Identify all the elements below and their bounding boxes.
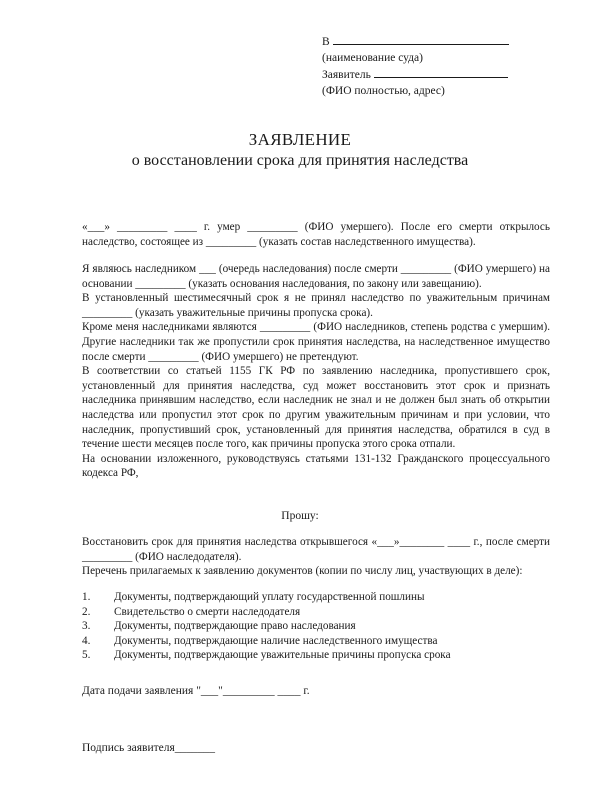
paragraph-basis: На основании изложенного, руководствуясь статьями 131-132 Гражданского процессуального кодекса РФ, [82,452,550,480]
list-item-number: 4. [82,634,91,647]
list-item-text: Документы, подтверждающий уплату государственной пошлины [114,591,425,603]
statement-body [82,262,550,481]
document-subtitle: о восстановлении срока для принятия наследства [131,152,469,169]
applicant-note: (ФИО полностью, адрес) [322,84,445,97]
signature-line: Подпись заявителя_______ [82,742,216,754]
list-item [82,590,550,605]
attachments-list [82,590,550,663]
list-item-text: Документы, подтверждающие уважительные причины пропуска срока [114,649,451,662]
list-item-text: Свидетельство о смерти наследодателя [114,605,301,618]
request-restore: Восстановить срок для принятия наследства открывшегося «___»________ ____ г., после смерти _________ (ФИО наследодателя). [82,536,550,563]
list-item [82,648,550,663]
list-item [82,634,550,649]
list-item [82,619,550,634]
attachments-intro: Перечень прилагаемых к заявлению документов (копии по числу лиц, участвующих в деле): [82,565,523,578]
paragraph-deadline: В установленный шестимесячный срок я не принял наследство по уважительным причинам _________ (указать уважительные причины пропуска срока). [82,292,550,319]
list-item-text: Документы, подтверждающие наличие наследственного имущества [114,634,438,647]
list-item-number: 2. [82,605,91,618]
addressee-block [322,33,592,99]
list-item-number: 5. [82,649,91,662]
paragraph-other-heirs: Кроме меня наследниками являются _________ (ФИО наследников, степень родства с умершим). Другие наследники так же пропустили срок принятия наследства, на наследственное имущество после смерти _________ (ФИО умершего) не претендуют. [82,321,550,363]
applicant-prefix: Заявитель [322,69,371,81]
list-item-number: 1. [82,591,91,603]
applicant-line [322,66,592,84]
list-item [82,605,550,620]
request-heading: Прошу: [281,510,319,522]
court-blank [333,33,509,45]
paragraph-law: В соответствии со статьей 1155 ГК РФ по заявлению наследника, пропустившего срок, установленный для принятия наследства, суд может восстановить этот срок и признать наследника принявшим наследство, если наследник не знал и не должен был знать об открытии наследства или пропустил этот срок по другим уважительным причинам и при условии, что наследник, пропустивший срок, установленный для принятия наследства, обратился в суд в течение шести месяцев после того, как причины пропуска этого срока отпали. [82,365,550,451]
court-prefix: В [322,36,330,48]
applicant-blank [374,66,508,78]
paragraph-heir: Я являюсь наследником ___ (очередь наследования) после смерти _________ (ФИО умершего) на основании _________ (указать основания наследования, по закону или завещанию). [82,263,550,290]
court-line [322,33,592,51]
court-note: (наименование суда) [322,51,423,64]
list-item-number: 3. [82,620,91,633]
paragraph-text: «___» _________ ____ г. умер _________ (ФИО умершего). После его смерти открылось наследство, состоящее из _________ (указать состав наследственного имущества). [82,221,550,248]
request-body [82,535,550,579]
document-title: ЗАЯВЛЕНИЕ [248,130,352,149]
filing-date-line: Дата подачи заявления "___"_________ ____ г. [82,685,310,697]
paragraph-death-notice [82,220,550,249]
list-item-text: Документы, подтверждающие право наследования [114,620,356,633]
